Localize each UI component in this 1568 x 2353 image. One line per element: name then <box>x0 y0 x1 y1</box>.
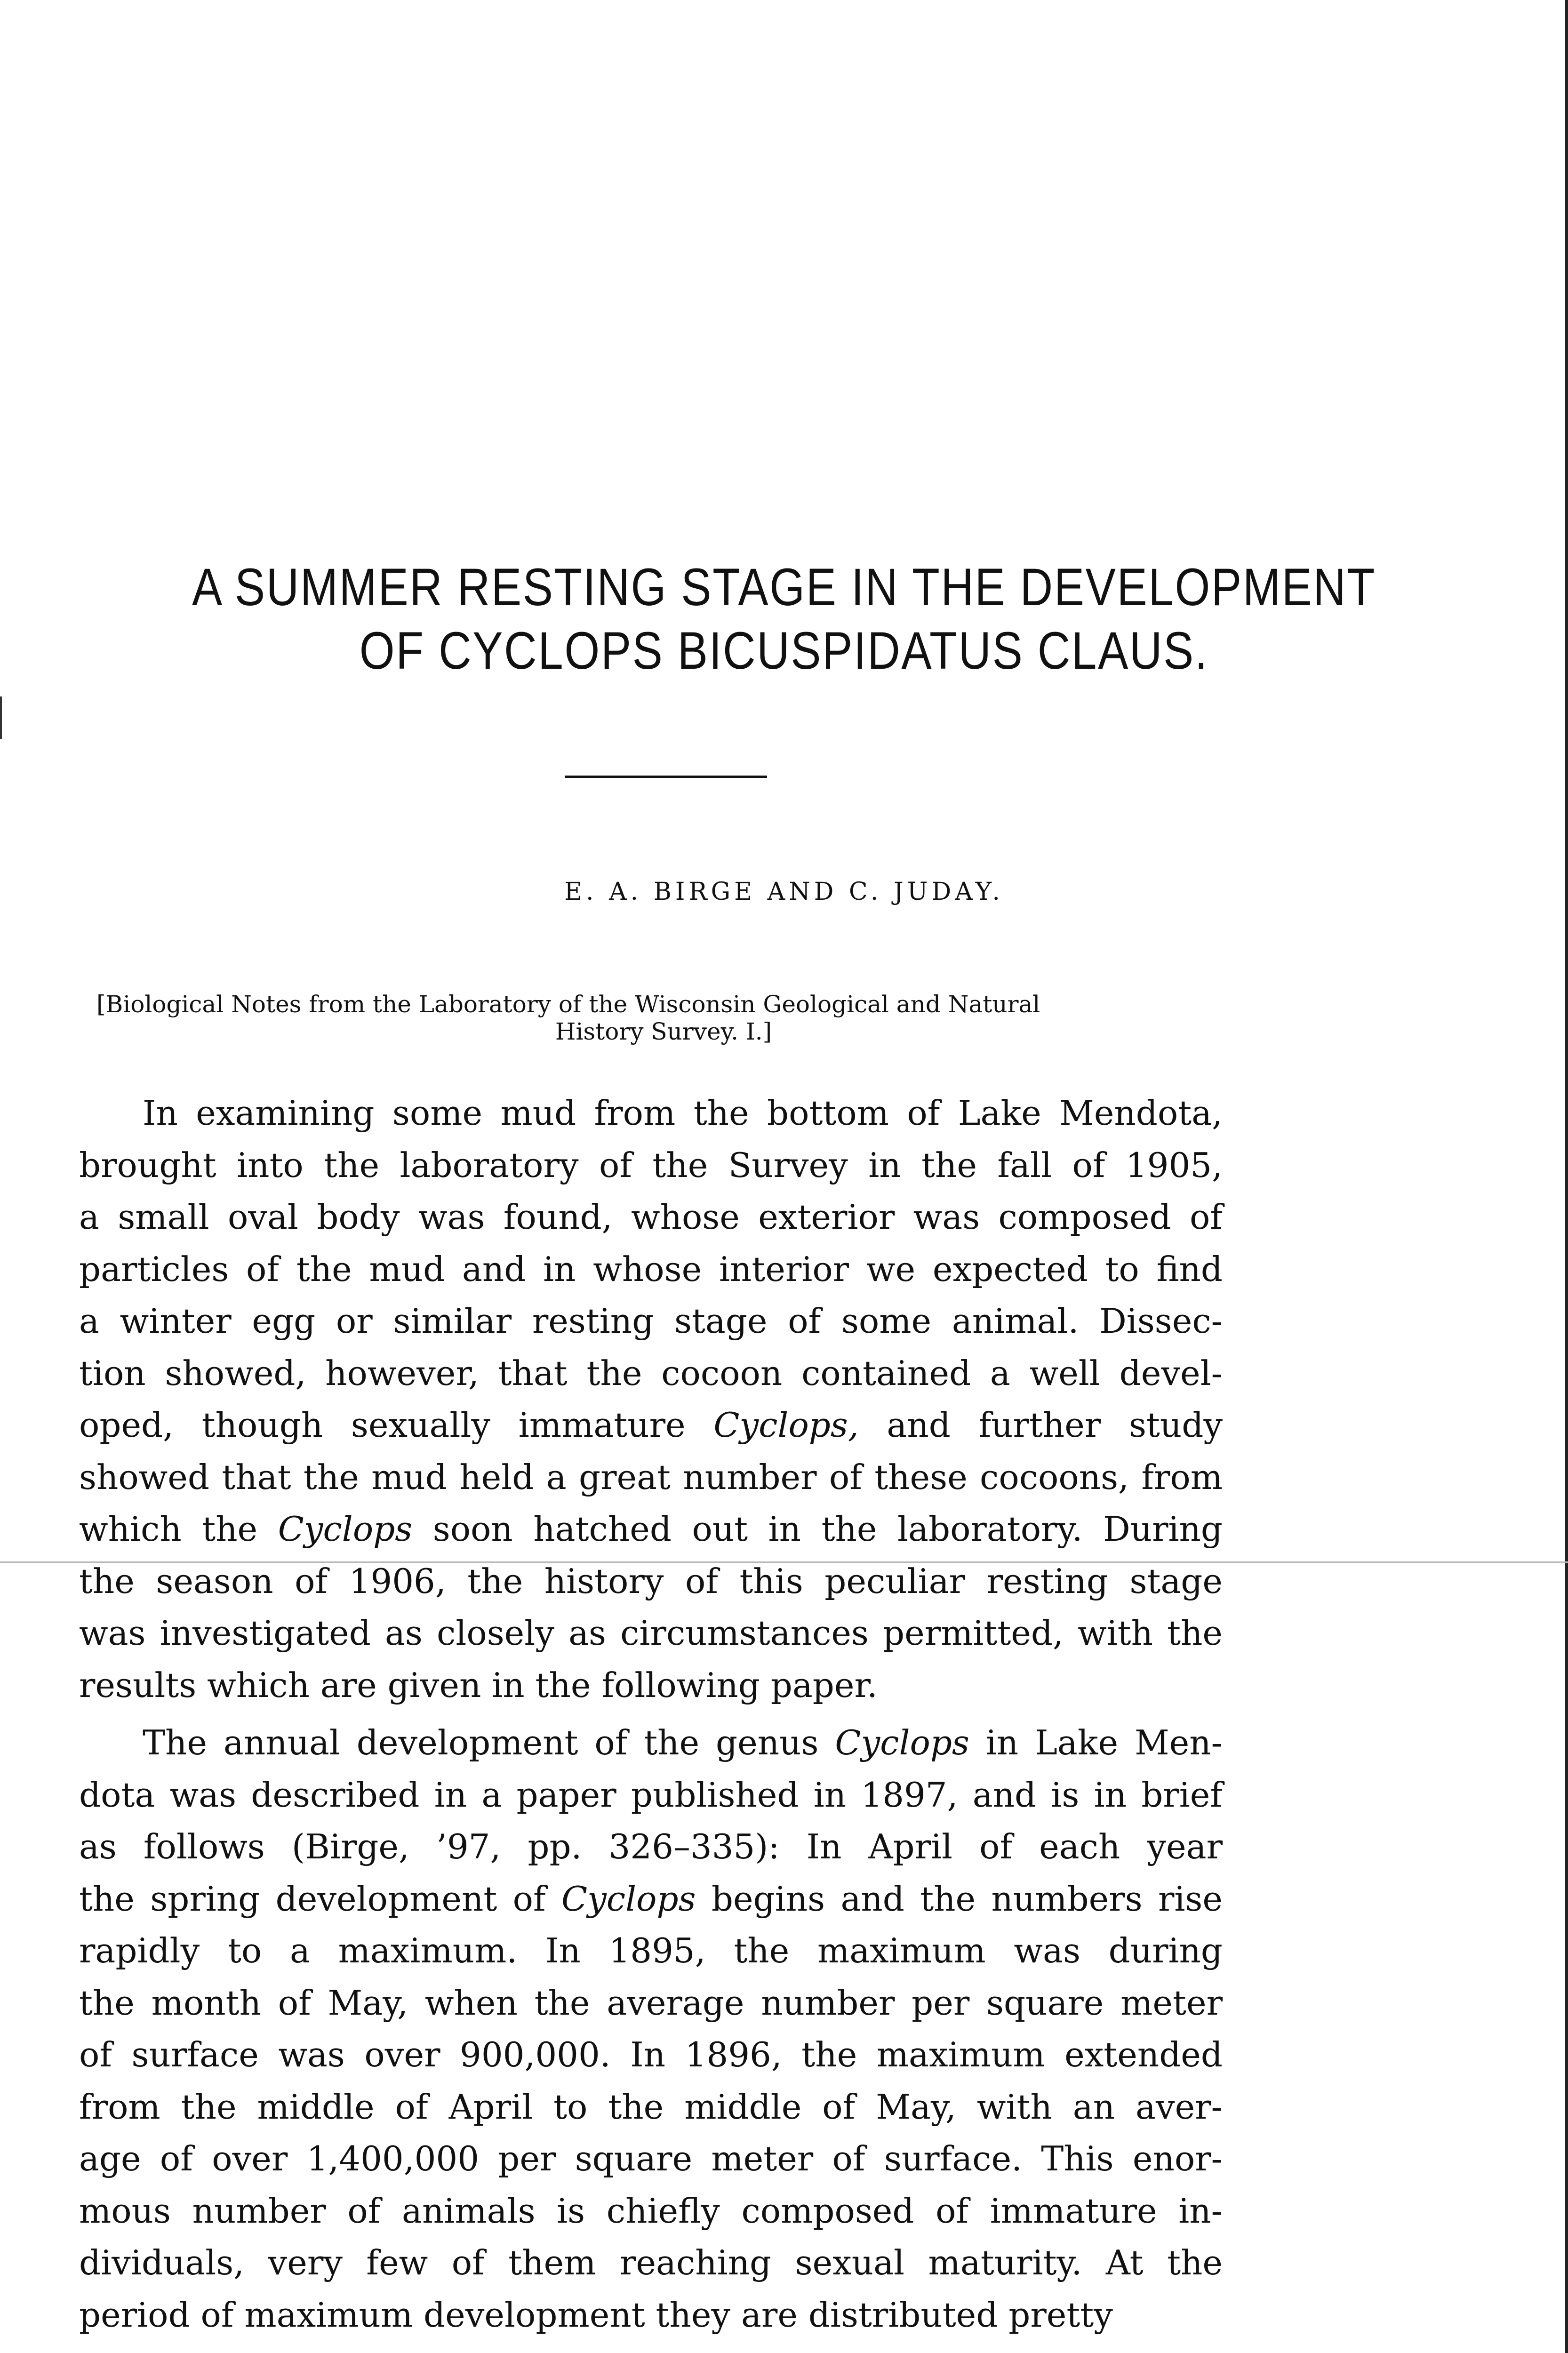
text-line: from the middle of April to the middle of May, with an aver- <box>79 2087 1223 2127</box>
text-line: mous number of animals is chiefly composed of immature in- <box>79 2191 1223 2231</box>
text-line: a winter egg or similar resting stage of some animal. Dissec- <box>79 1301 1223 1341</box>
text-line: a small oval body was found, whose exterior was composed of <box>79 1197 1223 1237</box>
text-line <box>79 1399 1223 1451</box>
scan-edge <box>1565 0 1568 2353</box>
article-title <box>110 555 1458 682</box>
text-segment: which the <box>79 1509 278 1549</box>
text-segment: The annual development of the genus <box>143 1723 835 1762</box>
text-line <box>79 1717 1223 1769</box>
italic-term: Cyclops <box>835 1723 969 1762</box>
italic-term: Cyclops, <box>713 1405 859 1445</box>
text-line: results which are given in the following paper. <box>79 1665 878 1705</box>
text-line: In examining some mud from the bottom of Lake Mendota, <box>143 1093 1223 1133</box>
series-note-line-1: [Biological Notes from the Laboratory of the Wisconsin Geological and Natural <box>96 991 1040 1018</box>
text-line: the season of 1906, the history of this peculiar resting stage <box>79 1561 1223 1601</box>
italic-term: Cyclops <box>561 1879 696 1919</box>
text-line: dota was described in a paper published in 1897, and is in brief <box>79 1775 1223 1815</box>
text-line: age of over 1,400,000 per square meter of surface. This enor- <box>79 2139 1223 2178</box>
paragraph-1 <box>79 1087 1223 1711</box>
text-line: the month of May, when the average number per square meter <box>79 1983 1223 2023</box>
text-line: particles of the mud and in whose interior we expected to find <box>79 1249 1223 1289</box>
text-line: rapidly to a maximum. In 1895, the maximum was during <box>79 1931 1223 1970</box>
article-body <box>79 1087 1223 2341</box>
title-divider <box>565 776 767 778</box>
series-note-line-2: History Survey. I.] <box>555 1018 772 1045</box>
text-line <box>79 1503 1223 1555</box>
scan-mark <box>0 696 2 739</box>
text-segment: begins and the numbers rise <box>696 1879 1223 1919</box>
paragraph-2 <box>79 1717 1223 2341</box>
text-line: period of maximum development they are distributed pretty <box>79 2295 1113 2335</box>
text-segment: soon hatched out in the laboratory. During <box>412 1509 1223 1549</box>
text-line: as follows (Birge, ’97, pp. 326–335): In April of each year <box>79 1827 1223 1866</box>
text-line: showed that the mud held a great number of these cocoons, from <box>79 1457 1223 1497</box>
text-segment: the spring development of <box>79 1879 562 1919</box>
text-segment: in Lake Men- <box>969 1723 1223 1762</box>
text-line: of surface was over 900,000. In 1896, the maximum extended <box>79 2035 1223 2074</box>
author-line: E. A. BIRGE AND C. JUDAY. <box>564 878 1004 906</box>
text-line: was investigated as closely as circumstances permitted, with the <box>79 1613 1223 1653</box>
text-segment: oped, though sexually immature <box>79 1405 714 1445</box>
text-line: dividuals, very few of them reaching sexual maturity. At the <box>79 2243 1223 2282</box>
text-line: tion showed, however, that the cocoon contained a well devel- <box>79 1353 1223 1393</box>
series-note <box>96 991 1231 1045</box>
italic-term: Cyclops <box>278 1509 413 1549</box>
text-segment: and further study <box>858 1405 1223 1445</box>
title-line-2: OF CYCLOPS BICUSPIDATUS CLAUS. <box>359 621 1209 680</box>
title-line-1: A SUMMER RESTING STAGE IN THE DEVELOPMENT <box>192 558 1376 616</box>
text-line <box>79 1873 1223 1925</box>
text-line: brought into the laboratory of the Survey in the fall of 1905, <box>79 1145 1223 1185</box>
